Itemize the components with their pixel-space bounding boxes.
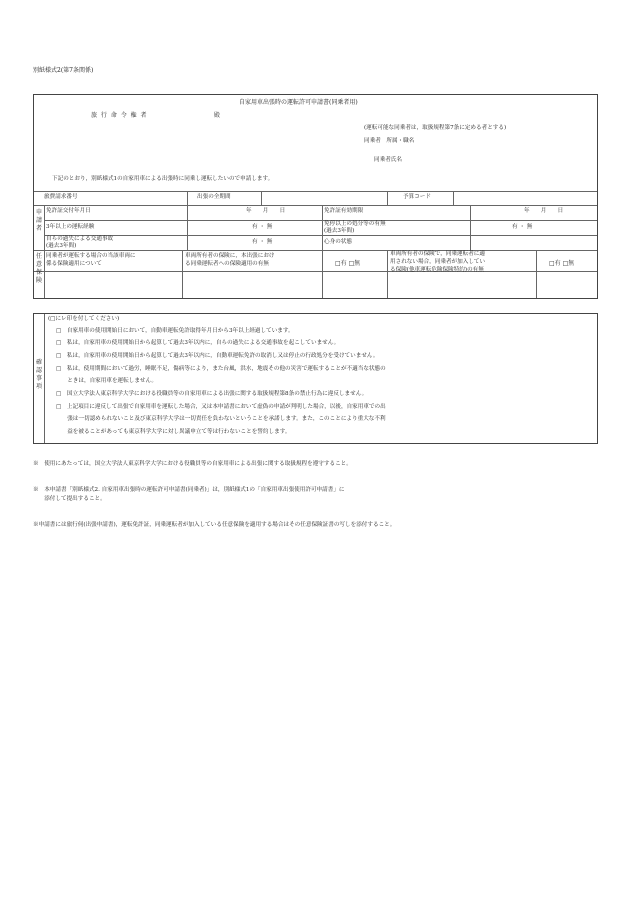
- budget-code-label: 予算コード: [403, 194, 431, 200]
- confirm-item-5[interactable]: □ 国立大学法人東京科学大学における役職員等の自家用車による出張に関する取扱規程第8条の禁止行為に違反しません。: [56, 391, 368, 397]
- confirm-item-3[interactable]: □ 私は，自家用車の使用開始日から起算して過去3年以内に，自動車運転免許の取消し又は停止の行政処分を受けていません。: [56, 353, 379, 359]
- license-expiry-label: 免許証有効期限: [324, 208, 364, 214]
- experience-yes-no: 有 ・ 無: [252, 224, 273, 230]
- accident-label: 自らの過失による交通事故: [46, 236, 114, 242]
- ins-col2-line2: る同乗運転者への保険適用の有無: [185, 261, 269, 267]
- honorific: 殿: [214, 112, 221, 119]
- note-1: ※ 使用にあたっては，国立大学法人東京科学大学における役職員等の自家用車による出張に関する取扱規程を遵守すること。: [33, 461, 352, 467]
- license-issue-label: 免許証交付年月日: [46, 208, 91, 214]
- expense-no-label: 旅費請求番号: [44, 194, 78, 200]
- confirmation-label: 確認事項: [35, 359, 42, 390]
- qualified-note: (運転可能な同乗者は，取扱規程第7条に定める者とする): [364, 125, 507, 131]
- confirm-item-6-cont2: 益を被ることがあっても東京科学大学に対し異議申立て等は行わないことを誓約します。: [56, 429, 291, 435]
- confirmation-box: [33, 313, 598, 444]
- confirmation-instruction: (□にレ印を付してください): [48, 316, 120, 322]
- mental-state-label: 心身の状態: [324, 239, 352, 245]
- ins-col3-line3: る保険(他車運転危険保険特約)の有無: [390, 267, 484, 273]
- addressee: 旅 行 命 令 権 者: [91, 112, 148, 119]
- application-form: [33, 94, 598, 299]
- intro-text: 下記のとおり，別紙様式1の自家用車による出張時に同乗し運転したいので申請します。: [52, 176, 274, 182]
- accident-yes-no: 有 ・ 無: [252, 239, 273, 245]
- ins-col2-line1: 車両所有者の保険に，本出張におけ: [185, 253, 275, 259]
- confirm-item-6[interactable]: □ 上記項目に違反して出張で自家用車を運転した場合，又は本申請書において虚偽の申請が判明した場合，以後，自家用車での出: [56, 404, 386, 410]
- suspension-period: (過去3年間): [324, 228, 355, 234]
- note-2-line2: 添付して提出すること。: [33, 496, 106, 502]
- license-issue-date: 年 月 日: [246, 208, 286, 214]
- confirm-item-4-cont: ときは，自家用車を運転しません。: [56, 378, 158, 384]
- confirm-item-1[interactable]: □ 自家用車の使用開始日において，自動車運転免許取得年月日から3年以上経過しています。: [56, 328, 294, 334]
- passenger-affiliation-label: 同乗者 所属・職名: [364, 138, 415, 144]
- ins-col3-line2: 用されない場合，同乗者が加入してい: [390, 259, 486, 265]
- owner-insurance-checkbox[interactable]: □有 □無: [335, 260, 361, 267]
- form-title: 自家用車出張時の運転許可申請書(同乗者用): [239, 99, 358, 106]
- note-2-line1: ※ 本申請書「別紙様式2. 自家用車出張時の運転許可申請書(同乗者)」は，別紙様式1の「自家用車出張使用許可申請書」に: [33, 487, 345, 493]
- license-expiry-date: 年 月 日: [524, 208, 564, 214]
- experience-label: 3年以上の運転経験: [46, 224, 95, 230]
- accident-period: (過去3年間): [46, 243, 77, 249]
- suspension-label: 免停以上の処分等の有無: [324, 221, 386, 227]
- confirm-item-6-cont1: 張は一切認められないこと及び東京科学大学は一切責任を負わないということを承諾します。また，このことにより重大な不利: [56, 416, 386, 422]
- note-3: ※申請書には旅行伺(出張申請書)，運転免許証，同乗運転者が加入している任意保険を適用する場合はその任意保険証書の写しを添付すること。: [33, 522, 396, 528]
- period-label: 出張の全期間: [197, 194, 231, 200]
- applicant-label: 申請者: [35, 209, 42, 232]
- confirm-item-2[interactable]: □ 私は，自家用車の使用開始日から起算して過去3年以内に，自らの過失による交通事故を起こしていません。: [56, 340, 340, 346]
- document-label: 別紙様式2(第7条関係): [33, 67, 94, 74]
- confirm-item-4[interactable]: □ 私は，使用期間において過労，睡眠不足，傷病等により，また台風，洪水，地震その他の災害で運転することが不適当な状態の: [56, 366, 386, 372]
- passenger-insurance-checkbox[interactable]: □有 □無: [549, 260, 575, 267]
- suspension-yes-no: 有 ・ 無: [512, 224, 533, 230]
- passenger-name-label: 同乗者氏名: [374, 157, 402, 163]
- insurance-label: 任意保険: [35, 253, 42, 284]
- ins-col1-line2: 係る保険適用について: [46, 261, 102, 267]
- ins-col1-line1: 同乗者が運転する場合の当該車両に: [46, 253, 136, 259]
- ins-col3-line1: 車両所有者の保険で，同乗運転者に適: [390, 251, 485, 257]
